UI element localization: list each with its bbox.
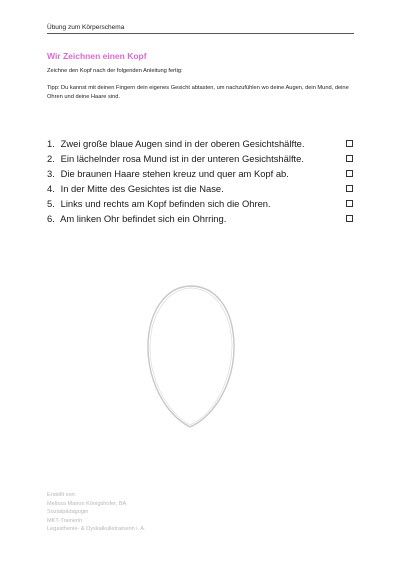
head-outline-drawing	[135, 282, 245, 432]
task-list	[47, 138, 352, 228]
task-checkbox[interactable]	[346, 140, 353, 147]
footer-line: Erstellt von:	[47, 492, 77, 498]
task-item	[47, 153, 352, 168]
footer-line: Legasthenie- & Dyskalkulietrainerin i. A.	[47, 526, 146, 533]
task-text: In der Mitte des Gesichtes ist die Nase.	[60, 183, 224, 194]
task-text: Am linken Ohr befindet sich ein Ohrring.	[60, 213, 227, 224]
footer-line: Melissa Marion Königshofer, BA	[47, 500, 127, 507]
worksheet-tip: Tipp: Du kannst mit deinen Fingern dein eigenes Gesicht abtasten, um nachzufühlen wo deine Augen, dein Mund, deine Ohren und deine Haare sind.	[47, 85, 349, 100]
task-number: 5.	[47, 198, 55, 209]
header-divider	[47, 33, 354, 34]
task-item	[47, 138, 352, 153]
header-title: Übung zum Körperschema	[47, 24, 125, 31]
task-text: Ein lächelnder rosa Mund ist in der unteren Gesichtshälfte.	[60, 153, 304, 164]
task-item	[47, 168, 352, 183]
footer-line: Sozialpädagogin	[47, 509, 89, 516]
task-checkbox[interactable]	[346, 170, 353, 177]
footer-line: MKT-Trainerin	[47, 517, 83, 524]
task-checkbox[interactable]	[346, 200, 353, 207]
task-number: 2.	[47, 153, 55, 164]
worksheet-title: Wir Zeichnen einen Kopf	[47, 51, 147, 61]
task-text: Zwei große blaue Augen sind in der oberen Gesichtshälfte.	[60, 138, 305, 149]
task-number: 1.	[47, 138, 55, 149]
task-checkbox[interactable]	[346, 155, 353, 162]
worksheet-instruction: Zeichne den Kopf nach der folgenden Anleitung fertig:	[47, 68, 183, 74]
task-checkbox[interactable]	[346, 185, 353, 192]
task-item	[47, 198, 352, 213]
task-text: Die braunen Haare stehen kreuz und quer am Kopf ab.	[60, 168, 289, 179]
footer-credits	[47, 491, 146, 534]
task-number: 3.	[47, 168, 55, 179]
task-checkbox[interactable]	[346, 215, 353, 222]
task-number: 4.	[47, 183, 55, 194]
task-text: Links und rechts am Kopf befinden sich die Ohren.	[60, 198, 271, 209]
task-item	[47, 213, 352, 228]
task-number: 6.	[47, 213, 55, 224]
task-item	[47, 183, 352, 198]
